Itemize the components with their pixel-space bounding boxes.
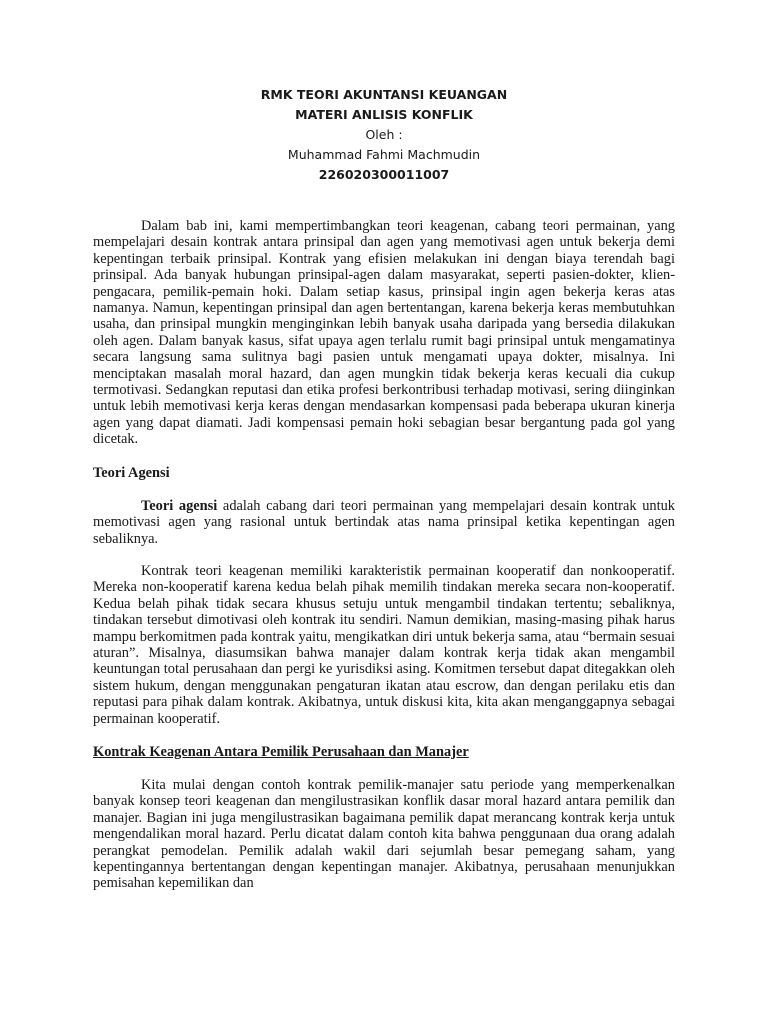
author-by-label: Oleh : — [365, 127, 403, 142]
section-heading-teori-agensi: Teori Agensi — [93, 464, 170, 481]
document-header — [93, 85, 675, 185]
document-title: RMK TEORI AKUNTANSI KEUANGAN — [260, 87, 508, 102]
kontrak-keagenan-paragraph-1: Kita mulai dengan contoh kontrak pemilik-manajer satu periode yang memperkenalkan banyak konsep teori keagenan dan mengilustrasikan konflik dasar moral hazard antara pemilik dan manajer. Bagian ini juga mengilustrasikan bagaimana pemilik dapat merancang kontrak kerja untuk mengendalikan moral hazard. Perlu dicatat dalam contoh kita bahwa penggunaan dua orang adalah perangkat pemodelan. Pemilik adalah wakil dari sejumlah besar pemegang saham, yang kepentingannya bertentangan dengan kepentingan manajer. Akibatnya, perusahaan menunjukkan pemisahan kepemilikan dan — [93, 776, 675, 892]
intro-paragraph: Dalam bab ini, kami mempertimbangkan teori keagenan, cabang teori permainan, yang mempelajari desain kontrak antara prinsipal dan agen yang memotivasi agen untuk bekerja demi kepentingan terbaik prinsipal. Kontrak yang efisien melakukan ini dengan biaya terendah bagi prinsipal. Ada banyak hubungan prinsipal-agen dalam masyarakat, seperti pasien-dokter, klien-pengacara, pemilik-pemain hoki. Dalam setiap kasus, prinsipal ingin agen bekerja keras atas namanya. Namun, kepentingan prinsipal dan agen bertentangan, karena bekerja keras membutuhkan usaha, dan prinsipal mungkin menginginkan lebih banyak usaha daripada yang bersedia dilakukan oleh agen. Dalam banyak kasus, sifat upaya agen terlalu rumit bagi prinsipal untuk mengamatinya secara langsung sama sulitnya bagi pasien untuk mengamati upaya dokter, misalnya. Ini menciptakan masalah moral hazard, dan agen mungkin tidak bekerja keras kecuali dia cukup termotivasi. Sedangkan reputasi dan etika profesi berkontribusi terhadap motivasi, sering diinginkan untuk lebih memotivasi kerja keras dengan mendasarkan kompensasi pada beberapa ukuran kinerja agen yang dapat diamati. Jadi kompensasi pemain hoki sebagian besar bergantung pada gol yang dicetak. — [93, 218, 675, 448]
author-name: Muhammad Fahmi Machmudin — [287, 147, 481, 162]
teori-agensi-paragraph-2: Kontrak teori keagenan memiliki karakteristik permainan kooperatif dan nonkooperatif. Mereka non-kooperatif karena kedua belah pihak memilih tindakan mereka secara non-kooperatif. Kedua belah pihak tidak secara khusus setuju untuk mengambil tindakan tertentu; sebaliknya, tindakan tersebut dimotivasi oleh kontrak itu sendiri. Namun demikian, masing-masing pihak harus mampu berkomitmen pada kontrak yaitu, mengikatkan diri untuk bekerja sama, atau “bermain sesuai aturan”. Misalnya, diasumsikan bahwa manajer dalam kontrak kerja tidak akan mengambil keuntungan total perusahaan dan pergi ke yurisdiksi asing. Komitmen tersebut dapat ditegakkan oleh sistem hukum, dengan menggunakan pengaturan ikatan atau escrow, dan dengan perilaku etis dan reputasi para pihak dalam kontrak. Akibatnya, untuk diskusi kita, kita akan menganggapnya sebagai permainan kooperatif. — [93, 562, 675, 727]
document-page — [93, 85, 675, 892]
section-heading-kontrak-keagenan: Kontrak Keagenan Antara Pemilik Perusahaan dan Manajer — [93, 743, 469, 760]
student-id: 226020300011007 — [318, 167, 450, 182]
teori-agensi-term: Teori agensi — [141, 497, 218, 514]
teori-agensi-definition: adalah cabang dari teori permainan yang mempelajari desain kontrak untuk memotivasi agen yang rasional untuk bertindak atas nama prinsipal ketika kepentingan agen sebaliknya. — [93, 497, 675, 547]
teori-agensi-paragraph-1 — [93, 498, 675, 547]
document-subtitle: MATERI ANLISIS KONFLIK — [295, 107, 473, 122]
